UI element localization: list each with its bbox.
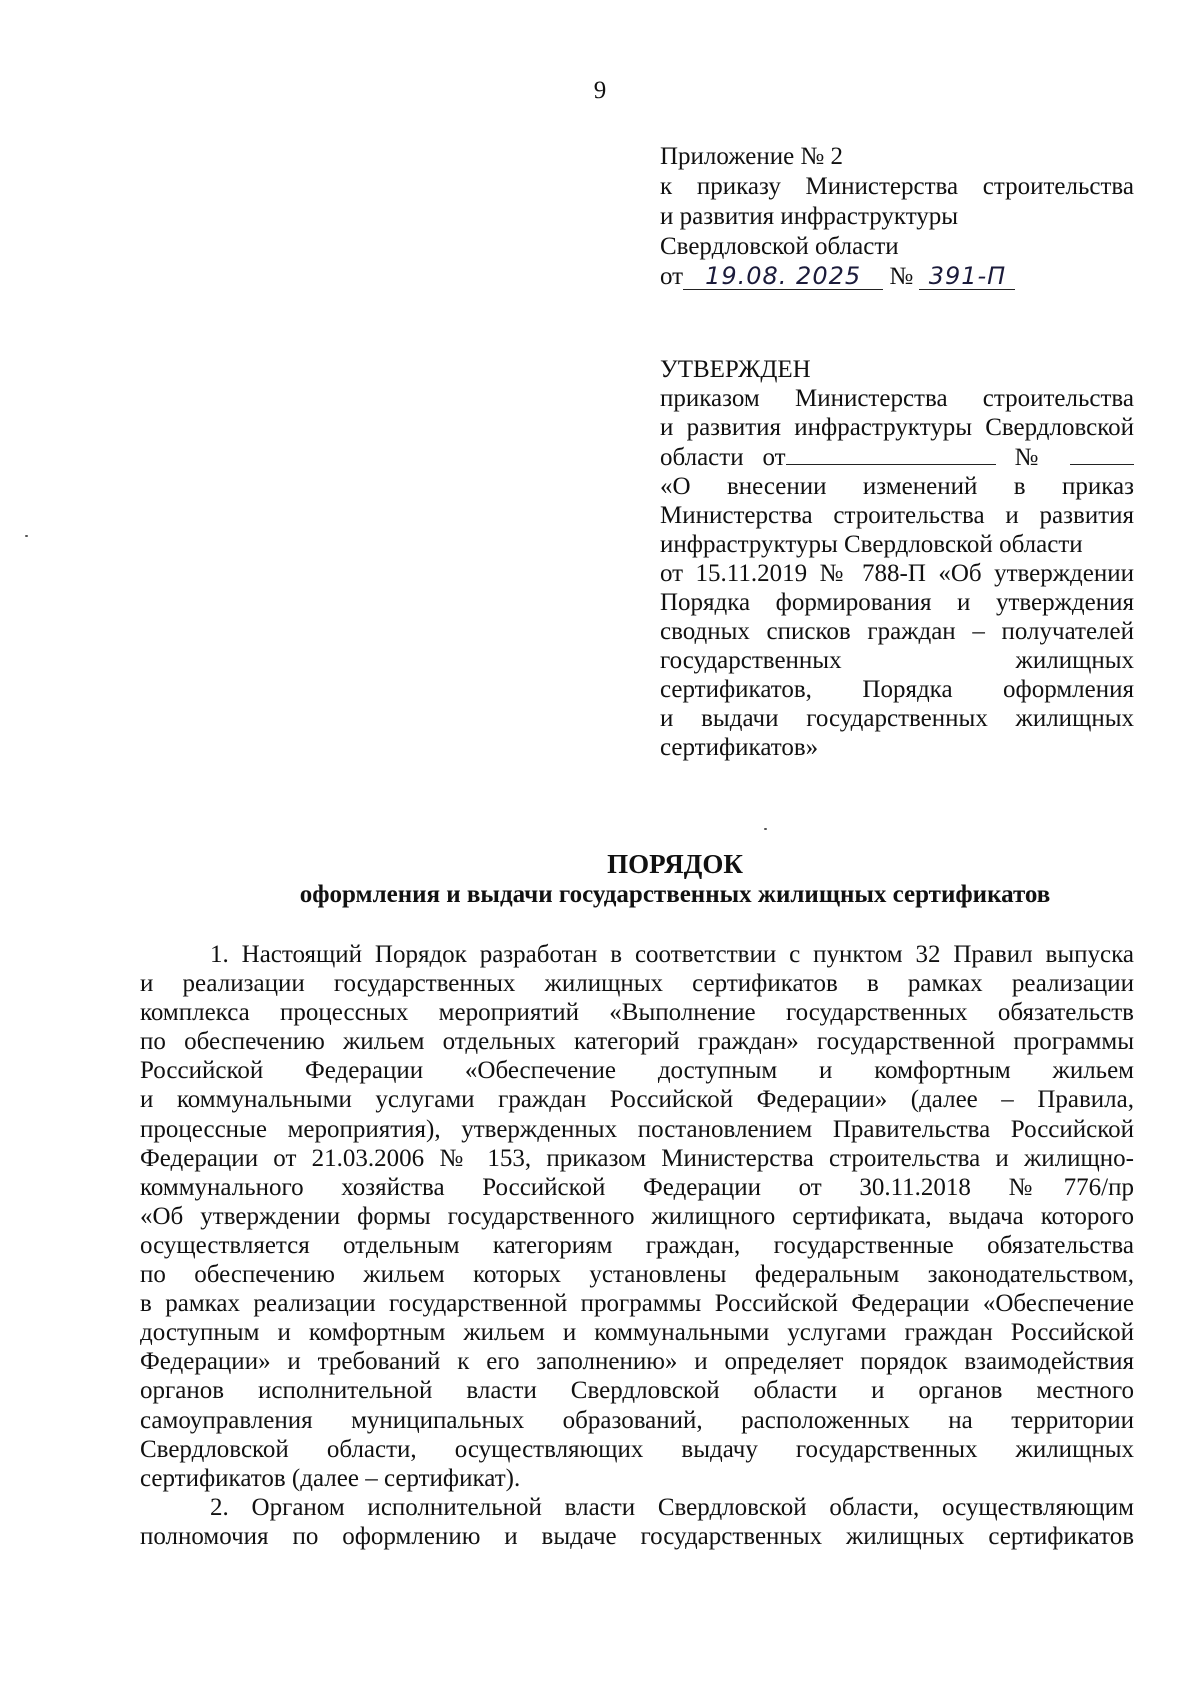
document-subtitle: оформления и выдачи государственных жилищных сертификатов (299, 881, 1051, 908)
handwritten-date: 19.08. 2025 (683, 263, 883, 290)
body-line: Федерации от 21.03.2006 № 153, приказом Министерства строительства и жилищно- (140, 1144, 1134, 1172)
body-line: комплекса процессных мероприятий «Выполнение государственных обязательств (140, 999, 1134, 1027)
body-line: органов исполнительной власти Свердловской области и органов местного (140, 1377, 1134, 1405)
approval-line: приказом Министерства строительства (660, 385, 1134, 412)
body-line: 1. Настоящий Порядок разработан в соответствии с пунктом 32 Правил выпуска (210, 941, 1134, 968)
body-line: Российской Федерации «Обеспечение доступным и комфортным жильем (140, 1057, 1134, 1085)
approval-line: Министерства строительства и развития (660, 502, 1134, 529)
handwritten-number: 391-П (919, 263, 1015, 290)
body-line: полномочия по оформлению и выдаче государственных жилищных сертификатов (140, 1522, 1134, 1550)
approval-title: УТВЕРЖДЕН (660, 356, 811, 383)
body-line: по обеспечению жильем которых установлены федеральным законодательством, (140, 1261, 1134, 1289)
approval-line: инфраструктуры Свердловской области (660, 531, 1083, 558)
body-line: «Об утверждении формы государственного жилищного сертификата, выдача которого (140, 1202, 1134, 1230)
approval-line: сертификатов, Порядка оформления (660, 676, 1134, 703)
body-line: осуществляется отдельным категориям граждан, государственные обязательства (140, 1231, 1134, 1259)
approval-block (660, 355, 1134, 762)
appendix-order-line: к приказу Министерства строительства (660, 173, 1134, 200)
document-title: ПОРЯДОК (607, 849, 743, 879)
body-line: 2. Органом исполнительной власти Свердловской области, осуществляющим (210, 1493, 1134, 1521)
body-line: самоуправления муниципальных образований, расположенных на территории (140, 1406, 1134, 1434)
approval-line: сводных списков граждан – получателей (660, 618, 1134, 645)
approval-number-sign: № (1014, 444, 1052, 471)
approval-line: сертификатов» (660, 734, 819, 761)
appendix-infrastructure-line: и развития инфраструктуры (660, 203, 959, 230)
appendix-block (660, 142, 1134, 292)
blank-number-field (1070, 442, 1134, 465)
body-line: в рамках реализации государственной программы Российской Федерации «Обеспечение (140, 1290, 1134, 1318)
body-line: Свердловской области, осуществляющих выдачу государственных жилищных (140, 1435, 1134, 1463)
body-line: и реализации государственных жилищных сертификатов в рамках реализации (140, 970, 1134, 998)
approval-line: «О внесении изменений в приказ (660, 473, 1134, 500)
appendix-region-line: Свердловской области (660, 233, 899, 260)
body-line: Федерации» и требований к его заполнению» и определяет порядок взаимодействия (140, 1348, 1134, 1376)
body-line: и коммунальными услугами граждан Российской Федерации» (далее – Правила, (140, 1086, 1134, 1114)
body-text (140, 940, 1134, 1551)
body-line: процессные мероприятия), утвержденных постановлением Правительства Российской (140, 1115, 1134, 1143)
approval-line: Порядка формирования и утверждения (660, 589, 1134, 616)
scan-speck (25, 535, 28, 537)
body-line: доступным и комфортным жильем и коммунальными услугами граждан Российской (140, 1319, 1134, 1347)
body-line: сертификатов (далее – сертификат). (140, 1464, 521, 1492)
blank-date-field (786, 442, 996, 465)
approval-blank-line (660, 442, 1134, 472)
body-line: коммунального хозяйства Российской Федерации от 30.11.2018 №776/пр (140, 1173, 1134, 1201)
appendix-title: Приложение № 2 (660, 143, 844, 170)
approval-region-from: области от (660, 444, 786, 471)
body-line: по обеспечению жильем отдельных категорий граждан» государственной программы (140, 1028, 1134, 1056)
approval-line: государственных жилищных (660, 647, 1134, 674)
page-number: 9 (593, 77, 607, 104)
approval-line: от 15.11.2019 № 788-П «Об утверждении (660, 560, 1134, 587)
number-label: № (889, 263, 914, 290)
approval-line: и выдачи государственных жилищных (660, 705, 1134, 732)
appendix-date-number-line (660, 262, 1134, 292)
approval-line: и развития инфраструктуры Свердловской (660, 414, 1134, 441)
scan-speck (764, 828, 767, 830)
from-label: от (660, 263, 684, 290)
